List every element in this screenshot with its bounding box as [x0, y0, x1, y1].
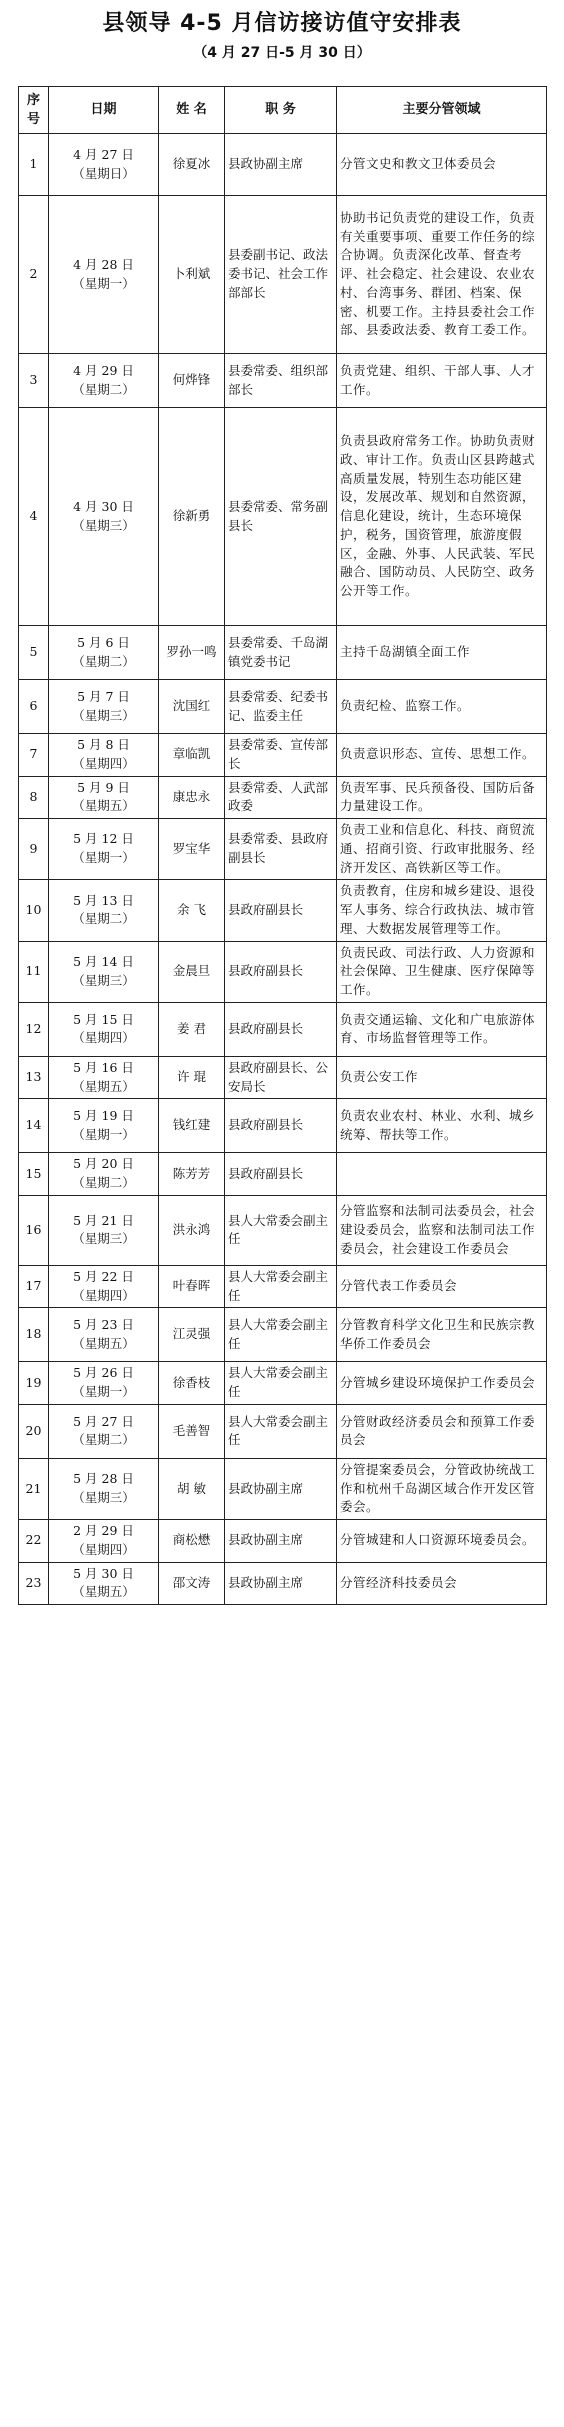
table-row — [19, 1002, 547, 1056]
table-row — [19, 1562, 547, 1605]
cell-seq: 8 — [19, 776, 49, 819]
cell-area: 分管教育科学文化卫生和民族宗教华侨工作委员会 — [337, 1308, 547, 1362]
cell-position: 县政府副县长 — [225, 1002, 337, 1056]
schedule-table — [18, 86, 547, 1605]
cell-date — [49, 1562, 159, 1605]
cell-area: 分管城建和人口资源环境委员会。 — [337, 1520, 547, 1563]
date-text: 5 月 28 日 — [73, 1471, 134, 1487]
table-row — [19, 819, 547, 880]
cell-date — [49, 1458, 159, 1519]
page-subtitle: （4 月 27 日-5 月 30 日） — [193, 45, 371, 61]
cell-date — [49, 354, 159, 408]
cell-name: 余 飞 — [159, 880, 225, 941]
cell-seq: 2 — [19, 196, 49, 354]
date-text: 2 月 29 日 — [73, 1523, 134, 1538]
cell-position: 县人大常委会副主任 — [225, 1404, 337, 1458]
cell-seq: 1 — [19, 134, 49, 196]
cell-date — [49, 1265, 159, 1308]
cell-position: 县委常委、千岛湖镇党委书记 — [225, 626, 337, 680]
date-text: 5 月 6 日 — [77, 634, 130, 650]
cell-area: 负责民政、司法行政、人力资源和社会保障、卫生健康、医疗保障等工作。 — [337, 941, 547, 1002]
table-row — [19, 880, 547, 941]
cell-seq: 11 — [19, 941, 49, 1002]
cell-area: 负责农业农村、林业、水利、城乡统筹、帮扶等工作。 — [337, 1099, 547, 1153]
cell-position: 县委副书记、政法委书记、社会工作部部长 — [225, 196, 337, 354]
cell-name: 罗宝华 — [159, 819, 225, 880]
date-text: 5 月 23 日 — [73, 1317, 134, 1332]
cell-date — [49, 880, 159, 941]
page-title: 县领导 4-5 月信访接访值守安排表 — [102, 11, 462, 36]
table-row — [19, 1404, 547, 1458]
cell-area: 负责党建、组织、干部人事、人才工作。 — [337, 354, 547, 408]
cell-name: 金晨旦 — [159, 941, 225, 1002]
table-row — [19, 1362, 547, 1405]
cell-name: 罗孙一鸣 — [159, 626, 225, 680]
cell-seq: 10 — [19, 880, 49, 941]
date-text: 5 月 22 日 — [73, 1268, 134, 1284]
date-text: 5 月 12 日 — [73, 831, 134, 847]
header-area: 主要分管领域 — [337, 87, 547, 134]
cell-date — [49, 1404, 159, 1458]
date-text: 5 月 30 日 — [73, 1565, 134, 1581]
cell-area: 负责意识形态、宣传、思想工作。 — [337, 734, 547, 777]
cell-name: 姜 君 — [159, 1002, 225, 1056]
cell-position: 县政府副县长、公安局长 — [225, 1056, 337, 1099]
weekday-text: （星期三） — [72, 707, 135, 723]
cell-position: 县人大常委会副主任 — [225, 1308, 337, 1362]
cell-date — [49, 734, 159, 777]
date-text: 5 月 21 日 — [73, 1212, 134, 1228]
date-text: 5 月 20 日 — [73, 1156, 134, 1172]
cell-area: 负责教育，住房和城乡建设、退役军人事务、综合行政执法、城市管理、大数据发展管理等工作。 — [337, 880, 547, 941]
cell-position: 县人大常委会副主任 — [225, 1362, 337, 1405]
cell-date — [49, 1362, 159, 1405]
date-text: 4 月 28 日 — [73, 256, 134, 272]
cell-date — [49, 1056, 159, 1099]
cell-position: 县政府副县长 — [225, 941, 337, 1002]
date-text: 4 月 27 日 — [73, 146, 134, 162]
weekday-text: （星期五） — [72, 798, 135, 814]
cell-seq: 12 — [19, 1002, 49, 1056]
cell-date — [49, 680, 159, 734]
date-text: 4 月 29 日 — [73, 362, 134, 378]
cell-date — [49, 196, 159, 354]
cell-position: 县政府副县长 — [225, 1153, 337, 1196]
header-seq: 序号 — [19, 87, 49, 134]
cell-date — [49, 408, 159, 626]
cell-name: 钱红建 — [159, 1099, 225, 1153]
weekday-text: （星期二） — [72, 911, 135, 927]
cell-position: 县委常委、人武部政委 — [225, 776, 337, 819]
cell-name: 徐夏冰 — [159, 134, 225, 196]
table-body — [19, 134, 547, 1605]
table-row — [19, 1153, 547, 1196]
header-name: 姓 名 — [159, 87, 225, 134]
cell-name: 邵文涛 — [159, 1562, 225, 1605]
table-row — [19, 1458, 547, 1519]
weekday-text: （星期三） — [72, 1231, 135, 1247]
cell-name: 沈国红 — [159, 680, 225, 734]
cell-seq: 14 — [19, 1099, 49, 1153]
cell-area: 协助书记负责党的建设工作，负责有关重要事项、重要工作任务的综合协调。负责深化改革、督查考评、社会稳定、社会建设、农业农村、台湾事务、群团、档案、保密、机要工作。主持县委社会工作部、县委政法委、教育工委工作。 — [337, 196, 547, 354]
cell-area: 负责工业和信息化、科技、商贸流通、招商引资、行政审批服务、经济开发区、高铁新区等工作。 — [337, 819, 547, 880]
cell-seq: 4 — [19, 408, 49, 626]
header-position: 职 务 — [225, 87, 337, 134]
cell-area: 分管监察和法制司法委员会，社会建设委员会，监察和法制司法工作委员会，社会建设工作委员会 — [337, 1195, 547, 1265]
date-text: 5 月 15 日 — [73, 1011, 134, 1027]
table-row — [19, 734, 547, 777]
cell-date — [49, 819, 159, 880]
cell-position: 县政协副主席 — [225, 134, 337, 196]
cell-position: 县人大常委会副主任 — [225, 1195, 337, 1265]
table-row — [19, 1308, 547, 1362]
weekday-text: （星期二） — [72, 1175, 135, 1190]
cell-area: 分管经济科技委员会 — [337, 1562, 547, 1605]
cell-area: 分管城乡建设环境保护工作委员会 — [337, 1362, 547, 1405]
cell-seq: 17 — [19, 1265, 49, 1308]
cell-name: 许 琨 — [159, 1056, 225, 1099]
cell-date — [49, 776, 159, 819]
cell-name: 毛善智 — [159, 1404, 225, 1458]
cell-seq: 23 — [19, 1562, 49, 1605]
cell-name: 何烨锋 — [159, 354, 225, 408]
header-date: 日期 — [49, 87, 159, 134]
cell-area: 负责军事、民兵预备役、国防后备力量建设工作。 — [337, 776, 547, 819]
cell-seq: 19 — [19, 1362, 49, 1405]
cell-area: 主持千岛湖镇全面工作 — [337, 626, 547, 680]
cell-name: 胡 敏 — [159, 1458, 225, 1519]
cell-position: 县政协副主席 — [225, 1520, 337, 1563]
cell-date — [49, 1099, 159, 1153]
date-text: 4 月 30 日 — [73, 498, 134, 514]
cell-name: 徐香枝 — [159, 1362, 225, 1405]
weekday-text: （星期五） — [72, 1335, 135, 1351]
date-text: 5 月 16 日 — [73, 1059, 134, 1075]
weekday-text: （星期一） — [72, 850, 135, 866]
cell-position: 县委常委、县政府副县长 — [225, 819, 337, 880]
weekday-text: （星期四） — [72, 755, 135, 771]
cell-position: 县委常委、组织部部长 — [225, 354, 337, 408]
cell-seq: 20 — [19, 1404, 49, 1458]
weekday-text: （星期五） — [72, 1584, 135, 1600]
cell-name: 叶春晖 — [159, 1265, 225, 1308]
table-row — [19, 196, 547, 354]
date-text: 5 月 8 日 — [77, 737, 130, 752]
table-row — [19, 1099, 547, 1153]
cell-seq: 7 — [19, 734, 49, 777]
date-text: 5 月 14 日 — [73, 953, 134, 969]
cell-name: 卜利斌 — [159, 196, 225, 354]
weekday-text: （星期四） — [72, 1287, 135, 1303]
weekday-text: （星期一） — [72, 1126, 135, 1142]
cell-seq: 18 — [19, 1308, 49, 1362]
table-row — [19, 408, 547, 626]
cell-seq: 3 — [19, 354, 49, 408]
cell-name: 洪永鸿 — [159, 1195, 225, 1265]
weekday-text: （星期二） — [72, 381, 135, 397]
weekday-text: （星期一） — [72, 275, 135, 291]
cell-seq: 6 — [19, 680, 49, 734]
date-text: 5 月 13 日 — [73, 892, 134, 908]
cell-area — [337, 1153, 547, 1196]
cell-area: 负责公安工作 — [337, 1056, 547, 1099]
cell-date — [49, 1308, 159, 1362]
weekday-text: （星期四） — [72, 1030, 135, 1046]
weekday-text: （星期四） — [72, 1541, 135, 1557]
cell-name: 章临凯 — [159, 734, 225, 777]
weekday-text: （星期二） — [72, 1432, 135, 1448]
cell-area: 负责县政府常务工作。协助负责财政、审计工作。负责山区县跨越式高质量发展，特别生态功能区建设，发展改革、规划和自然资源，信息化建设，统计，生态环境保护，税务，国资管理，旅游度假区，金融、外事、人民武装、军民融合、国防动员、人民防空、政务公开等工作。 — [337, 408, 547, 626]
cell-name: 康忠永 — [159, 776, 225, 819]
table-row — [19, 941, 547, 1002]
cell-seq: 21 — [19, 1458, 49, 1519]
table-header-row — [19, 87, 547, 134]
cell-date — [49, 941, 159, 1002]
cell-seq: 9 — [19, 819, 49, 880]
weekday-text: （星期二） — [72, 653, 135, 669]
cell-seq: 16 — [19, 1195, 49, 1265]
cell-date — [49, 1520, 159, 1563]
cell-date — [49, 1002, 159, 1056]
weekday-text: （星期三） — [72, 517, 135, 533]
date-text: 5 月 26 日 — [73, 1365, 134, 1381]
cell-position: 县委常委、纪委书记、监委主任 — [225, 680, 337, 734]
cell-position: 县人大常委会副主任 — [225, 1265, 337, 1308]
table-row — [19, 1520, 547, 1563]
cell-date — [49, 134, 159, 196]
cell-position: 县政府副县长 — [225, 1099, 337, 1153]
weekday-text: （星期三） — [72, 972, 135, 988]
cell-position: 县委常委、常务副县长 — [225, 408, 337, 626]
cell-date — [49, 626, 159, 680]
cell-position: 县政府副县长 — [225, 880, 337, 941]
weekday-text: （星期一） — [72, 1384, 135, 1399]
cell-name: 徐新勇 — [159, 408, 225, 626]
cell-area: 分管提案委员会，分管政协统战工作和杭州千岛湖区域合作开发区管委会。 — [337, 1458, 547, 1519]
cell-date — [49, 1153, 159, 1196]
date-text: 5 月 27 日 — [73, 1413, 134, 1429]
cell-area: 负责纪检、监察工作。 — [337, 680, 547, 734]
table-row — [19, 1265, 547, 1308]
weekday-text: （星期三） — [72, 1489, 135, 1505]
date-text: 5 月 19 日 — [73, 1108, 134, 1123]
cell-area: 分管文史和教文卫体委员会 — [337, 134, 547, 196]
table-row — [19, 354, 547, 408]
table-row — [19, 680, 547, 734]
weekday-text: （星期五） — [72, 1078, 135, 1094]
table-row — [19, 626, 547, 680]
cell-name: 商松懋 — [159, 1520, 225, 1563]
cell-area: 分管代表工作委员会 — [337, 1265, 547, 1308]
table-row — [19, 776, 547, 819]
cell-seq: 15 — [19, 1153, 49, 1196]
cell-seq: 13 — [19, 1056, 49, 1099]
table-row — [19, 1195, 547, 1265]
table-row — [19, 1056, 547, 1099]
cell-position: 县政协副主席 — [225, 1562, 337, 1605]
cell-name: 陈芳芳 — [159, 1153, 225, 1196]
date-text: 5 月 7 日 — [77, 688, 130, 704]
cell-position: 县委常委、宣传部长 — [225, 734, 337, 777]
cell-area: 分管财政经济委员会和预算工作委员会 — [337, 1404, 547, 1458]
table-row — [19, 134, 547, 196]
cell-name: 江灵强 — [159, 1308, 225, 1362]
date-text: 5 月 9 日 — [77, 779, 130, 795]
cell-seq: 5 — [19, 626, 49, 680]
cell-position: 县政协副主席 — [225, 1458, 337, 1519]
cell-date — [49, 1195, 159, 1265]
weekday-text: （星期日） — [72, 165, 135, 181]
cell-area: 负责交通运输、文化和广电旅游体育、市场监督管理等工作。 — [337, 1002, 547, 1056]
cell-seq: 22 — [19, 1520, 49, 1563]
